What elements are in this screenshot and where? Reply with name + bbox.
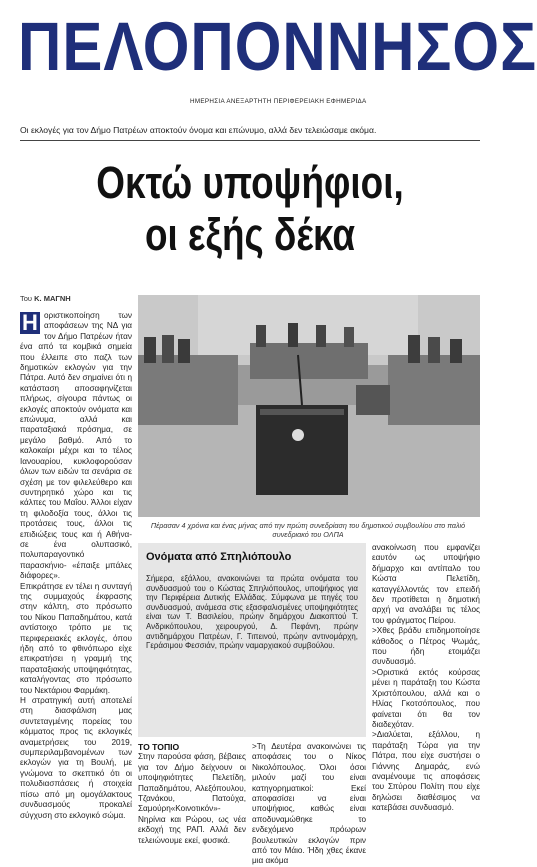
column-3-paragraph-2: >Χθες βράδυ επιδημοποίησε κάθοδος ο Πέτρος Ψωμάς, που ήδη ετοιμάζει συνδυασμό. bbox=[372, 626, 480, 667]
sidebar-box-title: Ονόματα από Σπηλιόπουλο bbox=[146, 551, 292, 563]
column-1-intro: οριστικοποίηση των αποφάσεων της ΝΔ για τον Δήμο Πατρέων ήταν ένα από τα κομβικά σημεία που έλλειπε στο παζλ των δημοτικών εκλογών για την Πάτρα. Αυτό δεν σημαίνει ότι η κατάσταση αποσαφηνίζεται πλήρως, σίγουρα πάντως οι εκλογές αποκτούν ονόματα και επώνυμα, αλλά και παραταξιακά πρόσημα, σε μεγάλο βαθμό. Από το καλοκαίρι μέχρι και το τέλος Ιανουαρίου, κυκλοφορούσαν όλων των ειδών τα σενάρια σε σχέση με τον φιλελεύθερο και συντηρητικό χώρο και τις κάλπες του Μαΐου. Άλλοι είχαν τη φιλοδοξία τους, άλλοι τις προτάσεις τους, άλλοι τις επιδιώξεις τους και ή Αθήνα- σε ένα ολυπασικό, πολυπαραγοντικό παρασκήνιο- «έπαιξε μπάλες διάφορες». bbox=[20, 311, 132, 581]
byline bbox=[20, 294, 71, 303]
drop-cap: Η bbox=[20, 312, 40, 334]
article-kicker: Οι εκλογές για τον Δήμο Πατρέων αποκτούν όνομα και επώνυμο, αλλά δεν τελειώσαμε ακόμα. bbox=[20, 125, 377, 135]
section-subhead: ΤΟ ΤΟΠΙΟ bbox=[138, 742, 180, 752]
headline-line-1: Οκτώ υποψήφιοι, bbox=[96, 157, 404, 208]
headline-line-2: οι εξής δέκα bbox=[144, 209, 356, 260]
sidebar-box-body: Σήμερα, εξάλλου, ανακοινώνει τα πρώτα ονόματα του συνδυασμού του ο Κώστας Σπηλιόπουλος, υποψήφιος για την Περιφέρεια Δυτικής Ελλάδας. Σύμφωνα με πηγές του συνδυασμού, ανάμεσα στις εξασφαλισμένες υποψηφιότητες είναι των Τ. Βασιλείου, πρώην δημάρχου Διακοπτού Τ. Ανδρικόπουλου, χειρουργού, Δ. Πεφάνη, πρώην αντιδημάρχου Πατρέων, Γ. Τιπεινού, πρώην αντινομάρχη, Γεράσιμου Φεσσιάν, πρώην ναμαρχιακού συμβούλου. bbox=[146, 574, 358, 651]
column-3-paragraph-3: >Οριστικά εκτός κούρσας μένει η παράταξη του Κώστα Χριστόπουλου, αλλά και ο Ηλίας Γκοτσόπουλος, που φαίνεται ότι θα τον διαδεχόταν. bbox=[372, 667, 480, 729]
sidebar-box bbox=[138, 543, 366, 737]
divider bbox=[20, 140, 480, 141]
column-2b-text: >Τη Δευτέρα ανακοινώνει τις αποφάσεις του ο Νίκος Νικολόπουλος. Όλοι όσοι μιλούν μαζί του είναι κατηγορηματικοί: Εκεί αποφασίσει να είναι υποψήφιος, καθώς είναι αποδυναμώθηκε το ενδεχόμενο πρόωρων βουλευτικών εκλογών πριν από τον Μάιο. Ήδη χθες έκανε μια ακόμα bbox=[252, 742, 366, 866]
article-column-2b bbox=[252, 742, 366, 867]
newspaper-subtitle: ΗΜΕΡΗΣΙΑ ΑΝΕΞΑΡΤΗΤΗ ΠΕΡΙΦΕΡΕΙΑΚΗ ΕΦΗΜΕΡΙΔΑ bbox=[190, 98, 367, 105]
byline-author: Κ. ΜΑΓΝΗ bbox=[34, 294, 71, 303]
council-meeting-photo bbox=[138, 295, 480, 517]
column-1-paragraph-2: Επικράτησε εν τέλει η συνταγή της συμμαχούς έκφρασης στην κάλπη, στο πρόσωπο του Νίκου Παπαδημάτου, κατά αντίστοιχο τρόπο με τις περιφερειακές εκλογές, όπου ήδη από το φθινόπωρο είχε επικρατήσει η γραμμή της παραταξιακής υποψηφιότητας, καταλήγοντας στο πρόσωπο του Νεκτάριου Φαρμάκη. bbox=[20, 581, 132, 695]
photo-caption: Πέρασαν 4 χρόνια και ένας μήνας από την πρώτη συνεδρίαση του δημοτικού συμβουλίου στο παλιό συνεδριακό του ΟΛΠΑ bbox=[150, 521, 466, 539]
column-3-paragraph-1: ανακοίνωση που εμφανίζει εαυτόν ως υποψήφιο δήμαρχο και αντίπαλο του Κώστα Πελετίδη, καταγγέλλοντάς τον επειδή δεν προτίθεται η δημοτική αρχή να αναλάβει τις τέλος του φράγματος Πείρου. bbox=[372, 543, 480, 625]
article-column-1 bbox=[20, 311, 132, 821]
masthead bbox=[18, 7, 537, 105]
newspaper-title: ΠΕΛΟΠΟΝΝΗΣΟΣ bbox=[18, 7, 537, 85]
column-1-paragraph-3: Η στρατηγική αυτή αποτελεί στη διασφάλιση μας συντεταγμένης πορείας του κόμματος προς τις εκλογικές αναμετρήσεις του 2019, συμπεριλαμβανομένων των εκλογών για τη Βουλή, με γνώμονα το σκεπτικό ότι οι πολυδιασπάσεις ή στοιχεία πίσω από μη ομογάλακτους συνδυασμούς προκαλεί σύγχυση στο εκλογικό σώμα. bbox=[20, 696, 132, 820]
column-3-paragraph-4: >Διαλύεται, εξάλλου, η παράταξη Τώρα για την Πάτρα, που είχε συστήσει ο Γιάννης Δημαράς, ενώ αναμένουμε τις αποφάσεις του Σπύρου Πολίτη που είχε δηλώσει διαθέσιμος να κατεβάσει συνδυασμό. bbox=[372, 730, 480, 813]
byline-prefix: Του bbox=[20, 294, 33, 303]
column-2a-text: Στην παρούσα φάση, βέβαιες για τον Δήμο δείχνουν οι υποψηφιότητες Πελετίδη, Παπαδημάτου, Αλεξόπουλου, Τζανάκου, Πατούχα, Σαμούρη«Κοινοτικόν»-Νηρίνια και Ρώρου, ως νέα εκδοχή της ΡΑΠ. Αλλά δεν τελειώνουμε εκεί, φυσικά. bbox=[138, 752, 246, 845]
photo-illustration bbox=[138, 295, 480, 517]
article-column-2a bbox=[138, 742, 246, 846]
article-column-3 bbox=[372, 543, 480, 814]
article-headline bbox=[61, 157, 438, 261]
